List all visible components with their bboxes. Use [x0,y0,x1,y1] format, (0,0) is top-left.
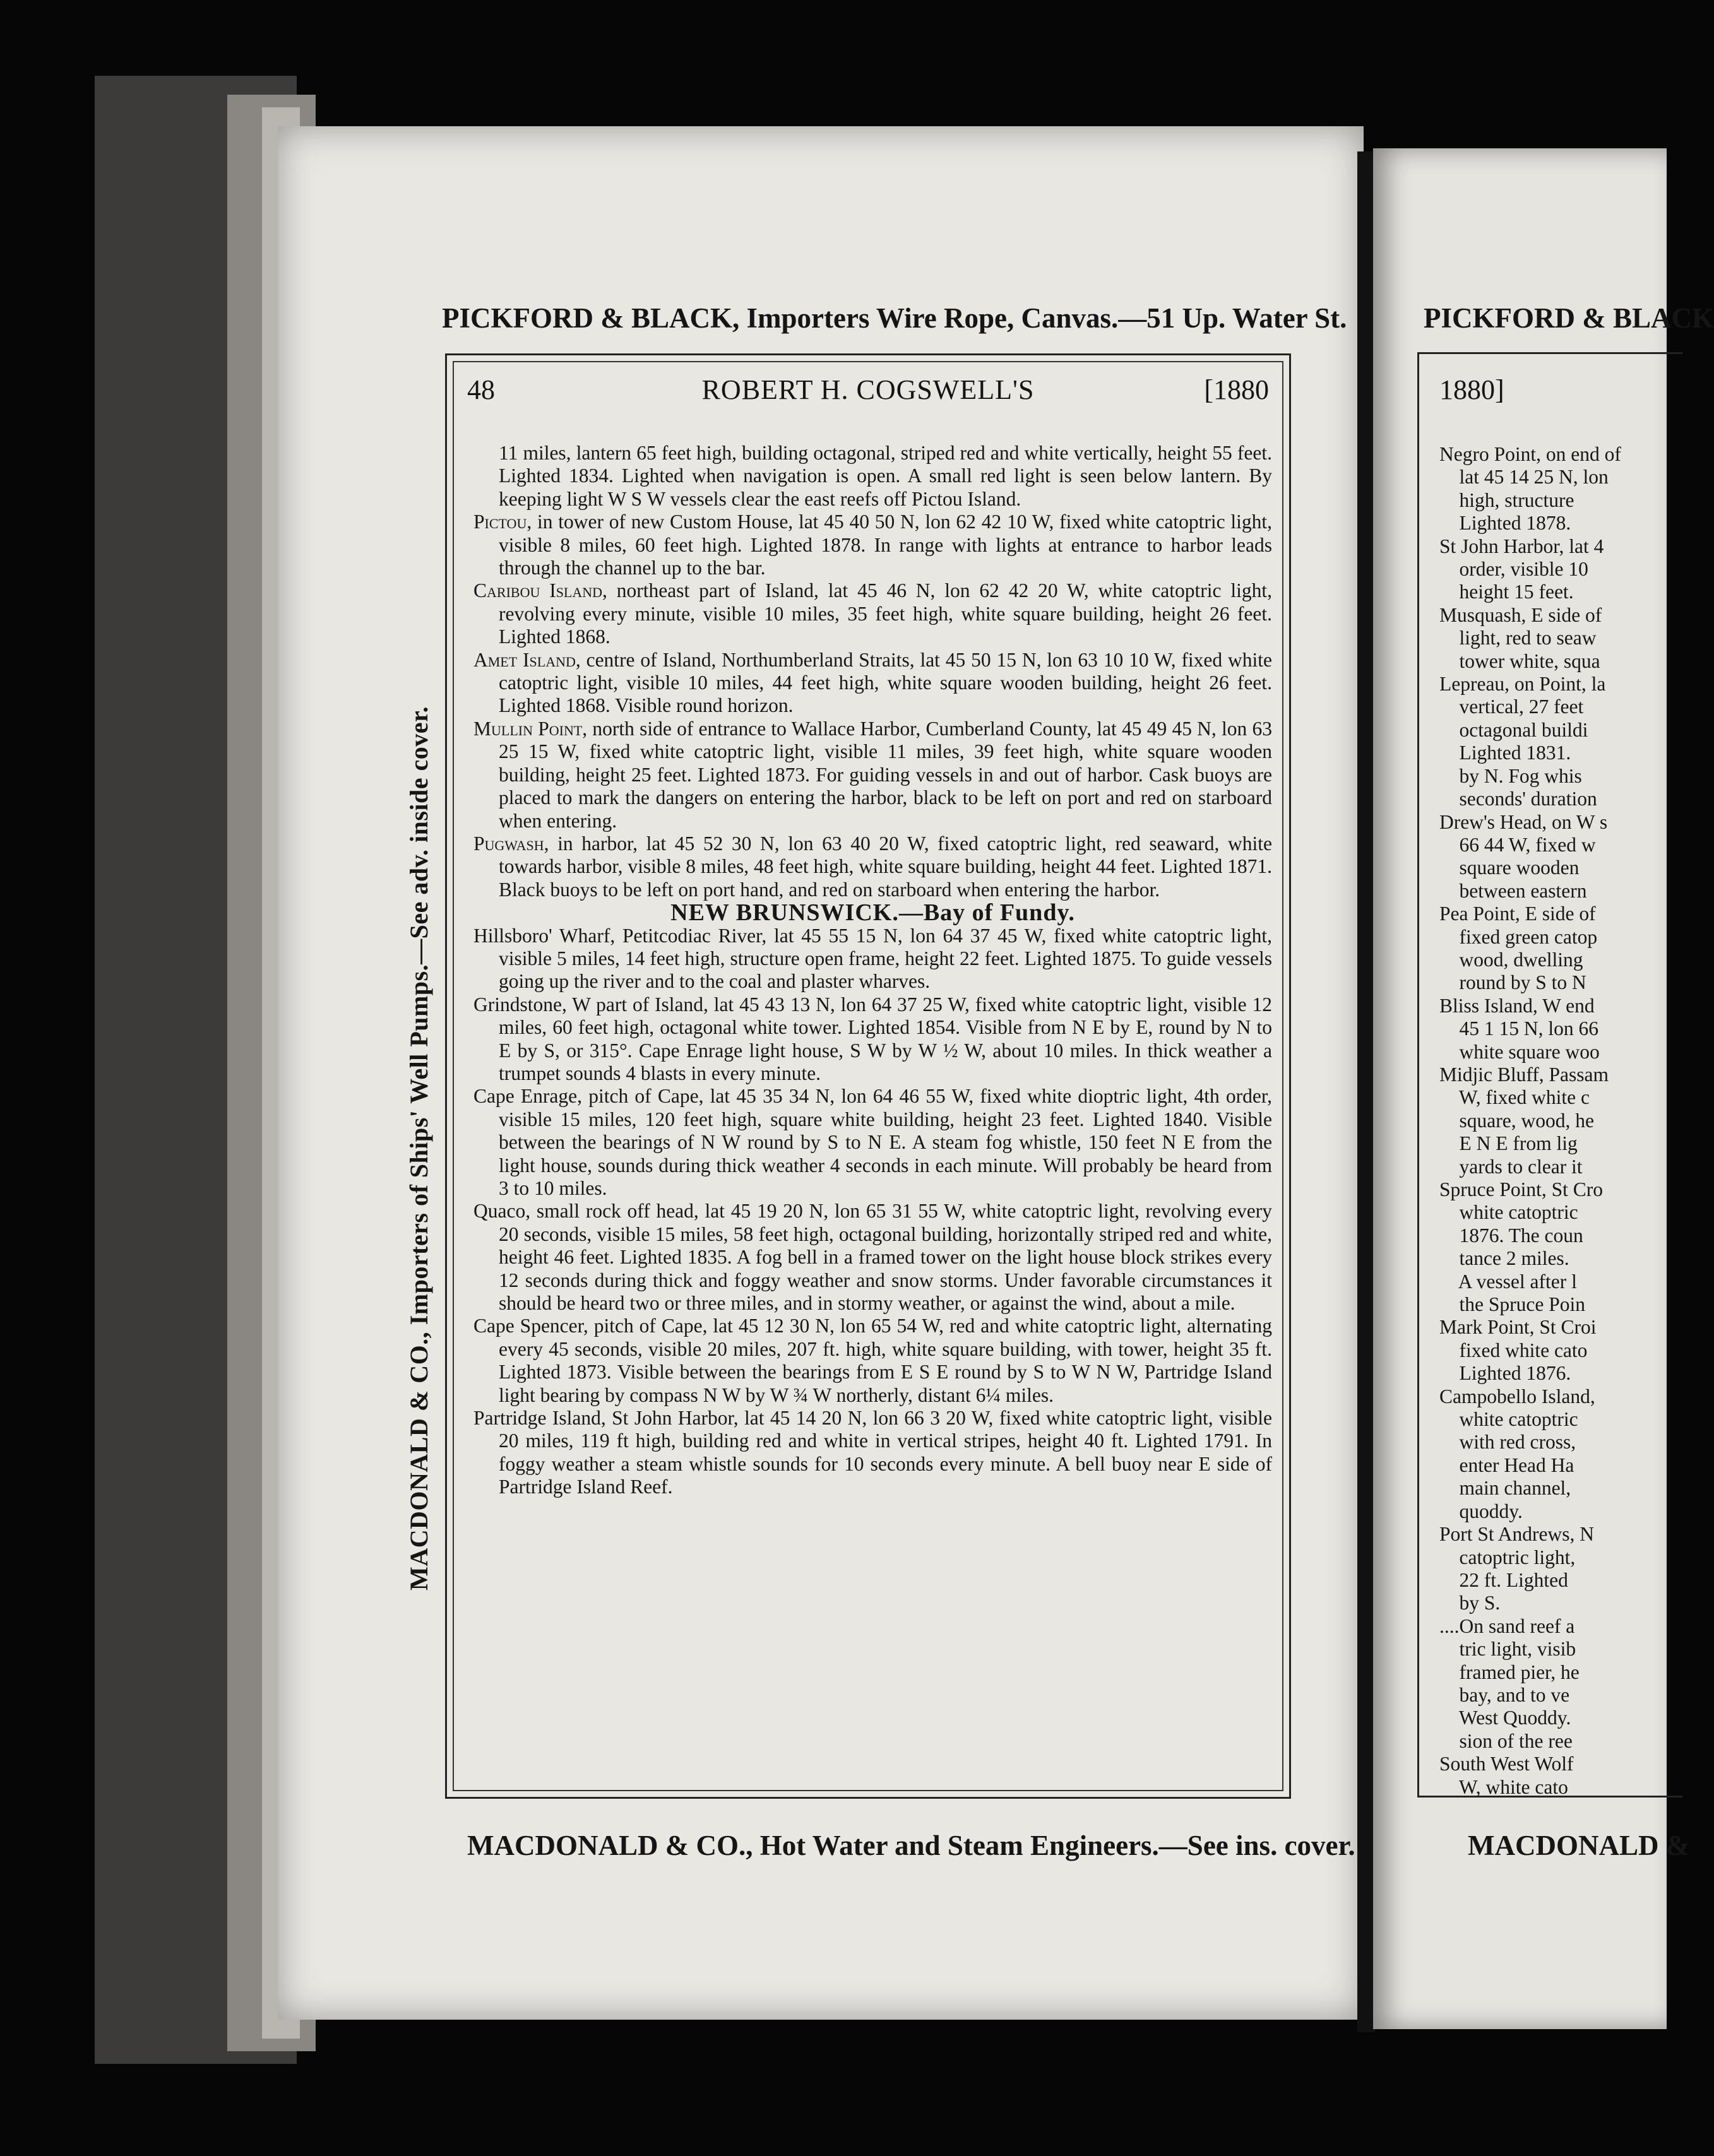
right-page-line: tance 2 miles. [1439,1247,1569,1270]
entry-text: , centre of Island, Northumberland Straits, lat 45 50 15 N, lon 63 10 10 W, fixed white catoptric light, visible 10 miles, 44 feet high, white square wooden building, height 26 feet. Lighted 1868. Visible round horizon. [499,648,1272,717]
right-page-line: yards to clear it [1439,1155,1583,1178]
right-page-line: Drew's Head, on W s [1439,810,1608,833]
right-page-line: 1876. The coun [1439,1224,1583,1247]
right-page-line: square, wood, he [1439,1109,1594,1132]
right-page-line: Campobello Island, [1439,1385,1595,1407]
light-entry-quaco: Quaco, small rock off head, lat 45 19 20 N, lon 65 31 55 W, white catoptric light, revolving every 20 seconds, visible 15 miles, 58 feet high, octagonal building, horizontally striped red and white, height 46 feet. Lighted 1835. A fog bell in a framed tower on the light house block strikes every 12 seconds during thick and foggy weather and snow storms. Under favorable circumstances it should be heard two or three miles, and in stormy weather, or against the wind, about a mile. [473,1200,1272,1315]
light-entry-caribou-island [473,579,1272,648]
right-page-line: main channel, [1439,1477,1571,1500]
right-page-line: Lighted 1878. [1439,512,1571,535]
right-page-line: W, white cato [1439,1775,1568,1798]
light-entry-cape-enrage: Cape Enrage, pitch of Cape, lat 45 35 34 N, lon 64 46 55 W, fixed white dioptric light, 4th order, visible 15 miles, 120 feet high, square white building, height 23 feet. Lighted 1840. Visible between the bearings of N W round by S to N E. A steam fog whistle, 150 feet N E from the light house, sounds during thick weather 4 seconds in each minute. Will probably be heard from 3 to 10 miles. [473,1085,1272,1199]
right-page-line: sion of the ree [1439,1729,1573,1752]
running-header [467,374,1269,412]
right-page-line: high, structure [1439,489,1574,511]
entry-text: , in tower of new Custom House, lat 45 40 50 N, lon 62 42 10 W, fixed white catoptric light, visible 8 miles, 60 feet high. Lighted 1878. In range with lights at entrance to harbor leads through the channel up to the bar. [499,511,1272,579]
page-body [473,442,1272,1499]
entry-continuation: 11 miles, lantern 65 feet high, building octagonal, striped red and white vertically, height 55 feet. Lighted 1834. Lighted when navigation is open. A small red light is seen below lantern. By keeping light W S W vessels clear the east reefs off Pictou Island. [499,442,1272,510]
right-page-line: seconds' duration [1439,788,1597,810]
side-advertisement-wrap [404,518,442,1590]
right-page-line: enter Head Ha [1439,1454,1574,1476]
right-page-line: E N E from lig [1439,1132,1578,1155]
entry-name: Pictou [473,511,527,533]
right-page-line: by N. Fog whis [1439,764,1582,787]
side-advertisement: MACDONALD & CO., Importers of Ships' Well Pumps.—See adv. inside cover. [405,706,433,1590]
light-entry-amet-island [473,649,1272,718]
light-entry-partridge-island: Partridge Island, St John Harbor, lat 45 14 20 N, lon 66 3 20 W, fixed white catoptric light, visible 20 miles, 119 ft high, building red and white in vertical stripes, height 40 ft. Lighted 1791. In foggy weather a steam whistle sounds for 10 seconds every minute. A bell buoy near E side of Partridge Island Reef. [473,1407,1272,1498]
entry-name: Caribou Island [473,579,603,602]
entry-name: Amet Island [473,648,576,671]
entry-name: Mullin Point [473,717,583,740]
right-page-line: vertical, 27 feet [1439,696,1584,718]
right-top-advertisement: PICKFORD & BLACK [1424,302,1714,334]
right-page-line: white catoptric [1439,1201,1578,1224]
light-entry-pugwash [473,832,1272,901]
right-page-line: light, red to seaw [1439,627,1597,649]
running-title: ROBERT H. COGSWELL'S [701,374,1035,405]
right-page-line: tric light, visib [1439,1638,1576,1661]
right-page-line: between eastern [1439,879,1587,902]
right-page-line: Negro Point, on end of [1439,443,1621,465]
right-page-year: 1880] [1439,374,1504,405]
right-page-line: Lighted 1831. [1439,742,1571,764]
right-page-line: St John Harbor, lat 4 [1439,535,1604,557]
right-page-line: white square woo [1439,1040,1600,1063]
right-page-line: lat 45 14 25 N, lon [1439,466,1609,489]
right-page-line: height 15 feet. [1439,581,1574,603]
bottom-advertisement: MACDONALD & CO., Hot Water and Steam Engineers.—See ins. cover. [467,1830,1355,1861]
right-page-line: wood, dwelling [1439,948,1583,971]
right-page-line: tower white, squa [1439,649,1600,672]
light-entry-pictou [473,511,1272,579]
right-page-line: Lepreau, on Point, la [1439,673,1606,696]
light-entry-mullin-point [473,718,1272,832]
right-page-line: framed pier, he [1439,1661,1580,1683]
right-page-line: A vessel after l [1439,1270,1577,1293]
right-page-line: quoddy. [1439,1500,1523,1522]
right-page-line: catoptric light, [1439,1546,1576,1568]
right-page-line: West Quoddy. [1439,1707,1571,1729]
entry-name: Pugwash [473,832,544,855]
entry-text: , in harbor, lat 45 52 30 N, lon 63 40 20 W, fixed catoptric light, red seaward, white towards harbor, visible 8 miles, 48 feet high, white square building, height 44 feet. Lighted 1871. Black buoys to be left on port hand, and red on starboard when entering the harbor. [499,832,1272,901]
right-page-line: Lighted 1876. [1439,1362,1571,1385]
right-page-line: Port St Andrews, N [1439,1523,1595,1546]
right-page-line: 22 ft. Lighted [1439,1568,1568,1591]
page-number: 48 [467,374,495,405]
page-year: [1880 [1204,374,1269,405]
light-entry-hillsboro-wharf: Hillsboro' Wharf, Petitcodiac River, lat 45 55 15 N, lon 64 37 45 W, fixed white catoptric light, visible 5 miles, 14 feet high, structure open frame, height 22 feet. Lighted 1875. To guide vessels going up the river and to the coal and plaster wharves. [473,924,1272,993]
section-heading: NEW BRUNSWICK.—Bay of Fundy. [670,899,1075,927]
entry-text: , northeast part of Island, lat 45 46 N, lon 62 42 20 W, white catoptric light, revolving every minute, visible 10 miles, 35 feet high, white square building, height 26 feet. Lighted 1868. [499,579,1272,648]
right-page-body [1439,443,1692,1799]
right-page-line: square wooden [1439,856,1580,879]
right-page-line: Midjic Bluff, Passam [1439,1063,1609,1086]
right-page-line: ....On sand reef a [1439,1614,1575,1637]
right-page-line: by S. [1439,1592,1501,1614]
right-page-line: Pea Point, E side of [1439,903,1596,925]
light-entry-grindstone: Grindstone, W part of Island, lat 45 43 13 N, lon 64 37 25 W, fixed white catoptric light, visible 12 miles, 60 feet high, octagonal white tower. Lighted 1854. Visible from N E by E, round by N to E by S, or 315°. Cape Enrage light house, S W by W ½ W, about 10 miles. In thick weather a trumpet sounds 4 blasts in every minute. [473,993,1272,1084]
right-page-line: Spruce Point, St Cro [1439,1178,1604,1200]
top-advertisement: PICKFORD & BLACK, Importers Wire Rope, Canvas.—51 Up. Water St. [442,302,1347,334]
right-page-line: W, fixed white c [1439,1086,1590,1109]
right-page-line: the Spruce Poin [1439,1293,1585,1316]
right-page-line: South West Wolf [1439,1753,1574,1775]
right-page-line: 45 1 15 N, lon 66 [1439,1017,1598,1040]
right-page-line: Musquash, E side of [1439,603,1602,626]
right-page-line: bay, and to ve [1439,1683,1570,1706]
right-page-line: Bliss Island, W end [1439,994,1595,1017]
entry-text: , north side of entrance to Wallace Harbor, Cumberland County, lat 45 49 45 N, lon 63 25 15 W, fixed white catoptric light, visible 11 miles, 39 feet high, white square wooden building, height 25 feet. Lighted 1873. For guiding vessels in and out of harbor. Cask buoys are placed to mark the dangers on entering the harbor, black to be left on port and red on starboard when entering. [499,717,1273,832]
right-page-line: round by S to N [1439,971,1586,994]
right-page-line: fixed green catop [1439,925,1598,948]
book-gutter [1357,151,1375,2032]
right-page-line: octagonal buildi [1439,718,1588,741]
right-page-line: with red cross, [1439,1431,1576,1454]
right-page-line: Mark Point, St Croi [1439,1316,1597,1339]
light-entry-cape-spencer: Cape Spencer, pitch of Cape, lat 45 12 30 N, lon 65 54 W, red and white catoptric light, alternating every 45 seconds, visible 20 miles, 207 ft. high, white square building, with tower, height 35 ft. Lighted 1873. Visible between the bearings from E S E round by S to W N W, Partridge Island light bearing by compass N W by W ¾ W northerly, distant 6¼ miles. [473,1315,1272,1406]
right-page-line: white catoptric [1439,1408,1578,1431]
right-page-line: order, visible 10 [1439,558,1588,581]
right-page-line: fixed white cato [1439,1339,1588,1361]
right-bottom-advertisement: MACDONALD & [1468,1830,1690,1861]
right-page-line: 66 44 W, fixed w [1439,833,1596,856]
